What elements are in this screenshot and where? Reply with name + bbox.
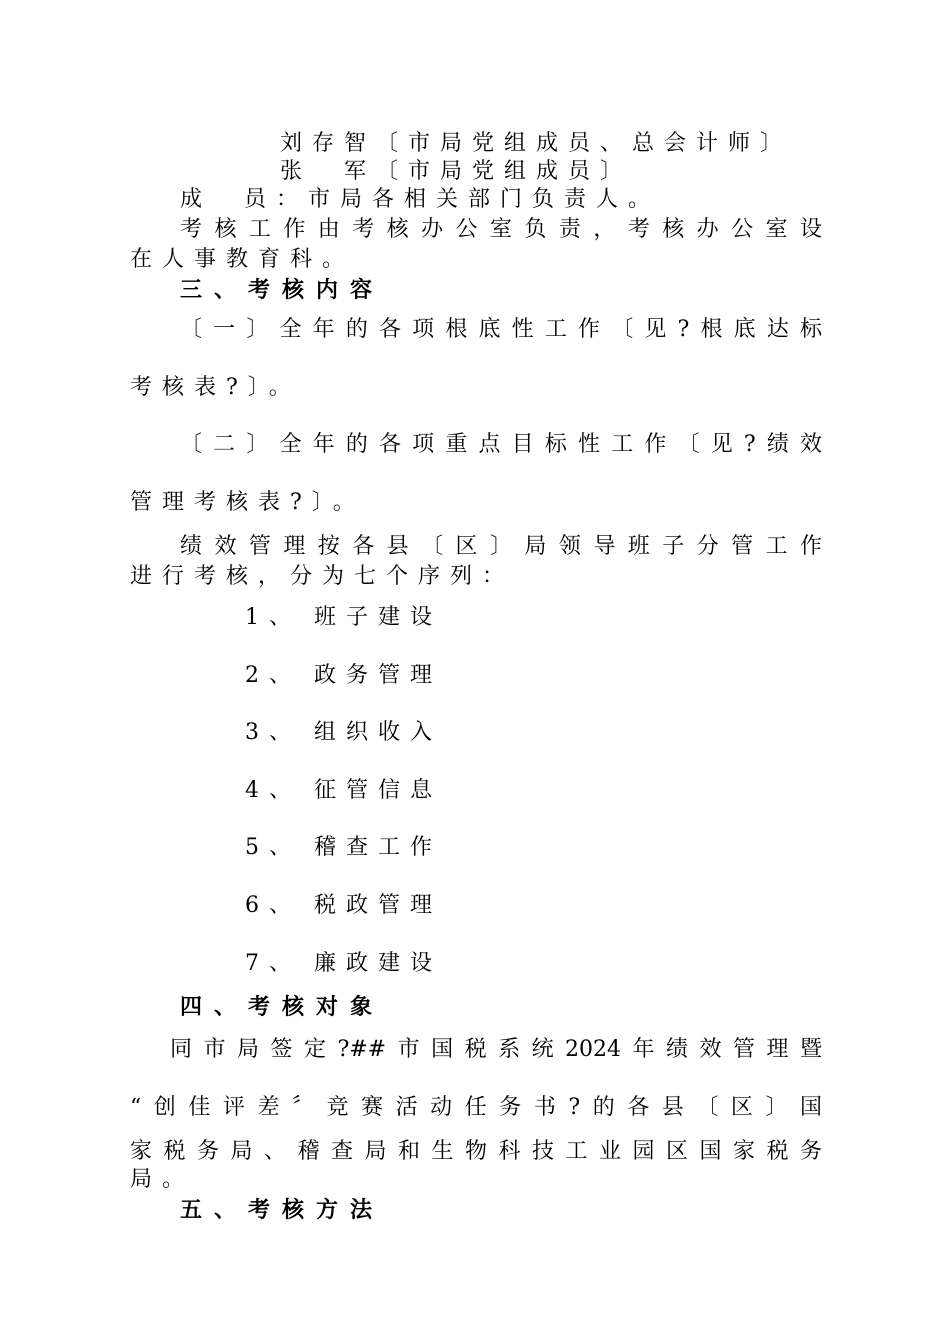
sequence-number: 1、	[245, 605, 301, 630]
sequence-item: 组织收入	[314, 720, 443, 745]
item2-line-2: 管理考核表?〕。	[130, 490, 365, 515]
sequence-number: 4、	[245, 778, 301, 803]
item2-line-1: 〔二〕全年的各项重点目标性工作〔见?绩效	[180, 432, 822, 457]
section4-title: 四、考核对象	[180, 994, 385, 1020]
sequence-number: 3、	[245, 720, 301, 745]
leader-line-1: 刘存智〔市局党组成员、总会计师〕	[280, 131, 793, 156]
item1-line-1: 〔一〕全年的各项根底性工作〔见?根底达标	[180, 317, 822, 342]
sequence-item: 廉政建设	[314, 951, 443, 976]
sequence-item: 班子建设	[314, 605, 443, 630]
target-line-2: “创佳评差〞竞赛活动任务书?的各县〔区〕国	[130, 1095, 822, 1120]
sequence-item: 政务管理	[314, 663, 443, 688]
office-line-1: 考核工作由考核办公室负责，考核办公室设	[180, 217, 822, 242]
office-line-2: 在人事教育科。	[130, 247, 355, 272]
perf-line-1: 绩效管理按各县〔区〕局领导班子分管工作	[180, 534, 822, 559]
sequence-item: 稽查工作	[314, 835, 443, 860]
section3-title: 三、考核内容	[180, 277, 385, 303]
sequence-number: 6、	[245, 893, 301, 918]
leader-line-2: 张 军〔市局党组成员〕	[280, 159, 633, 184]
target-line-4: 局。	[130, 1167, 195, 1192]
members-line: 成 员：市局各相关部门负责人。	[180, 187, 661, 212]
sequence-number: 2、	[245, 663, 301, 688]
perf-line-2: 进行考核，分为七个序列：	[130, 564, 515, 589]
section5-title: 五、考核方法	[180, 1197, 385, 1223]
sequence-number: 7、	[245, 951, 301, 976]
sequence-item: 税政管理	[314, 893, 443, 918]
sequence-number: 5、	[245, 835, 301, 860]
sequence-item: 征管信息	[314, 778, 443, 803]
item1-line-2: 考核表?〕。	[130, 375, 301, 400]
target-line-3: 家税务局、稽查局和生物科技工业园区国家税务	[130, 1139, 822, 1164]
target-line-1: 同市局签定?##市国税系统2024年绩效管理暨	[170, 1037, 822, 1062]
